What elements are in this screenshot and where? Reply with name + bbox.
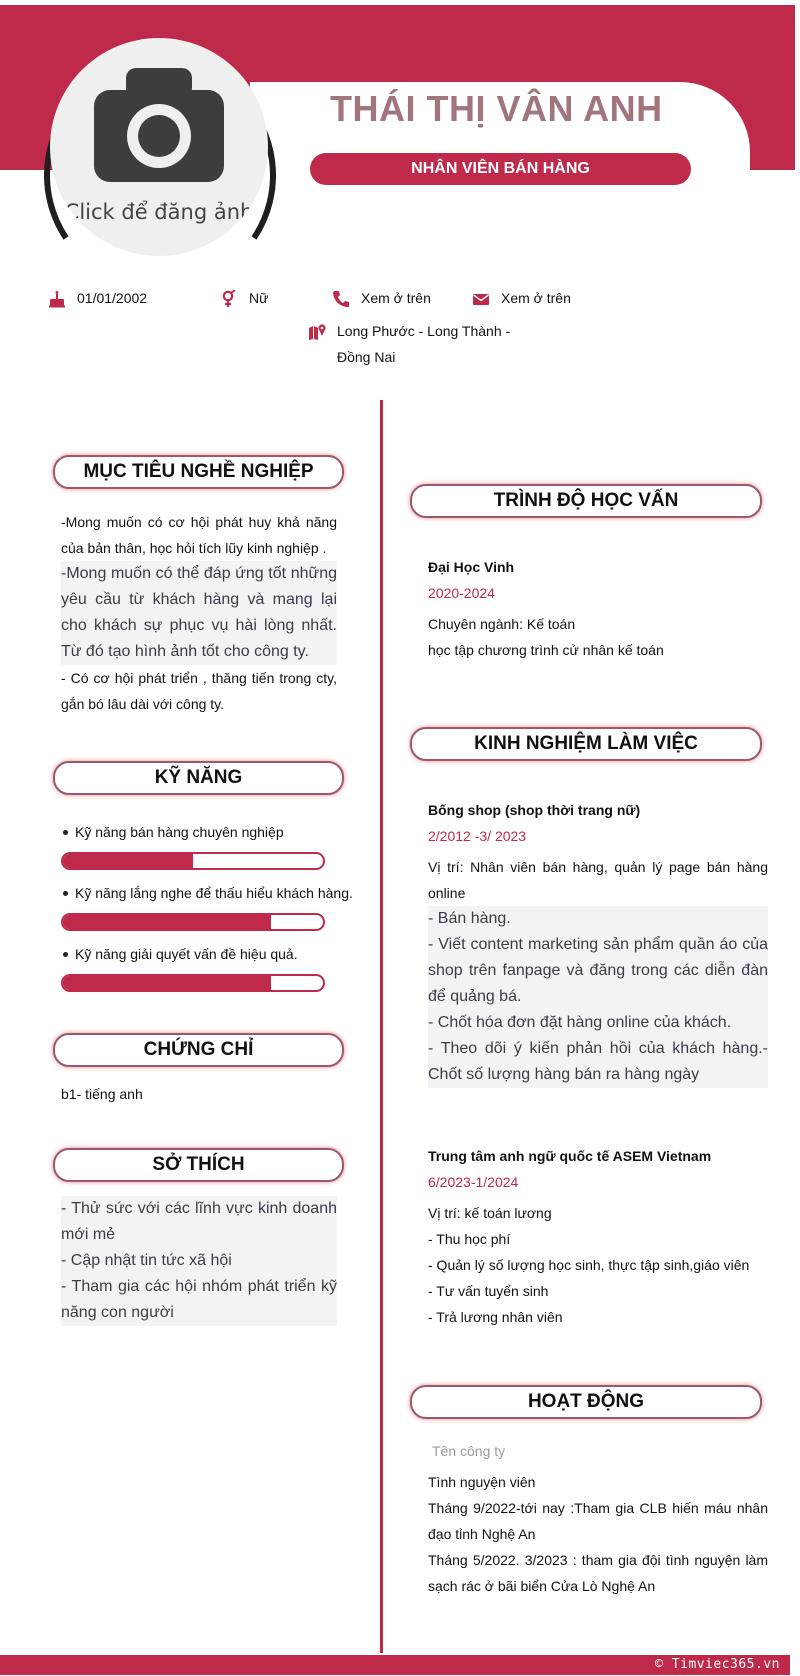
skill-level-fill bbox=[63, 915, 271, 929]
hobbies-heading: SỞ THÍCH bbox=[53, 1148, 344, 1182]
skill-item: Kỹ năng lắng nghe để thấu hiểu khách hàng. bbox=[63, 885, 353, 901]
company-name: Bống shop (shop thời trang nữ) bbox=[428, 802, 641, 818]
candidate-name: THÁI THỊ VÂN ANH bbox=[330, 88, 663, 129]
job-duty: - Viết content marketing sản phẩm quần áo của shop trên fanpage và đăng trong các diễn đàn để quảng bá. bbox=[428, 932, 768, 1010]
contact-birthday bbox=[48, 290, 147, 308]
certificate-item: b1- tiếng anh bbox=[61, 1086, 143, 1102]
email-icon bbox=[472, 290, 490, 308]
avatar[interactable] bbox=[50, 38, 268, 256]
job-role: Vị trí: Nhân viên bán hàng, quản lý page bán hàng online bbox=[428, 859, 768, 901]
job-duty: - Tư vấn tuyển sinh bbox=[428, 1283, 549, 1299]
avatar-upload-label[interactable]: Click để đăng ảnh bbox=[64, 200, 254, 224]
skill-level-bar bbox=[61, 974, 325, 992]
activity-company-placeholder[interactable]: Tên công ty bbox=[432, 1443, 506, 1459]
skill-item: Kỹ năng giải quyết vấn đề hiệu quả. bbox=[63, 946, 298, 962]
experience-entry bbox=[428, 797, 768, 1088]
gender-icon bbox=[220, 290, 238, 308]
skills-heading: KỸ NĂNG bbox=[53, 761, 344, 795]
job-duty: - Chốt hóa đơn đặt hàng online của khách. bbox=[428, 1010, 768, 1036]
job-duty: - Theo dõi ý kiến phản hồi của khách hàng.- Chốt số lượng hàng bán ra hàng ngày bbox=[428, 1036, 768, 1088]
skill-item: Kỹ năng bán hàng chuyên nghiệp bbox=[63, 824, 284, 840]
education-heading: TRÌNH ĐỘ HỌC VẤN bbox=[410, 484, 762, 518]
footer-bar bbox=[0, 1655, 790, 1675]
gender-value: Nữ bbox=[249, 290, 269, 306]
job-date: 6/2023-1/2024 bbox=[428, 1174, 519, 1190]
activity-role: Tình nguyện viên bbox=[428, 1474, 536, 1490]
job-duty: - Trả lương nhân viên bbox=[428, 1309, 563, 1325]
career-goal-p1: -Mong muốn có cơ hội phát huy khả năng của bản thân, học hỏi tích lũy kinh nghiệp . bbox=[61, 514, 337, 556]
career-goal-p3: - Có cơ hội phát triển , thăng tiến trong cty, gắn bó lâu dài với công ty. bbox=[61, 670, 337, 712]
avatar-upload[interactable] bbox=[38, 26, 282, 270]
contact-phone bbox=[332, 290, 431, 308]
skill-level-bar bbox=[61, 913, 325, 931]
phone-icon bbox=[332, 290, 350, 308]
job-role: Vị trí: kế toán lương bbox=[428, 1205, 552, 1221]
hobby-item: - Thử sức với các lĩnh vực kinh doanh mới mẻ bbox=[61, 1196, 337, 1248]
job-title: NHÂN VIÊN BÁN HÀNG bbox=[310, 153, 691, 185]
job-duty: - Bán hàng. bbox=[428, 906, 768, 932]
footer-watermark: © Timviec365.vn bbox=[655, 1657, 780, 1672]
activity-item: Tháng 9/2022-tới nay :Tham gia CLB hiến máu nhân đạo tỉnh Nghệ An bbox=[428, 1500, 768, 1542]
column-divider bbox=[380, 400, 383, 1653]
job-duty: - Thu học phí bbox=[428, 1231, 511, 1247]
activities-heading: HOẠT ĐỘNG bbox=[410, 1385, 762, 1419]
hobbies-text bbox=[61, 1196, 337, 1326]
job-date: 2/2012 -3/ 2023 bbox=[428, 828, 527, 844]
phone-value: Xem ở trên bbox=[361, 290, 431, 306]
job-duty: - Quản lý số lượng học sinh, thực tập sinh,giáo viên bbox=[428, 1257, 750, 1273]
activities-entry bbox=[428, 1438, 768, 1599]
career-goal-p2: -Mong muốn có thể đáp ứng tốt những yêu cầu từ khách hàng và mang lại cho khách sự phục vụ hài lòng nhất. Từ đó tạo hình ảnh tốt cho công ty. bbox=[61, 561, 337, 665]
birthday-value: 01/01/2002 bbox=[77, 290, 148, 306]
contact-gender bbox=[220, 290, 268, 308]
experience-entry bbox=[428, 1143, 768, 1330]
education-date: 2020-2024 bbox=[428, 585, 495, 601]
hobby-item: - Tham gia các hội nhóm phát triển kỹ năng con người bbox=[61, 1274, 337, 1326]
skill-level-bar bbox=[61, 852, 325, 870]
certificates-heading: CHỨNG CHỈ bbox=[53, 1033, 344, 1067]
map-pin-icon bbox=[308, 323, 326, 341]
education-major: Chuyên ngành: Kế toán bbox=[428, 616, 576, 632]
education-desc: học tập chương trình cử nhân kế toán bbox=[428, 642, 664, 658]
skill-level-fill bbox=[63, 854, 193, 868]
address-value: Long Phước - Long Thành - Đồng Nai bbox=[337, 323, 511, 365]
school-name: Đại Học Vinh bbox=[428, 559, 515, 575]
career-goal-heading: MỤC TIÊU NGHỀ NGHIỆP bbox=[53, 455, 344, 489]
experience-heading: KINH NGHIỆM LÀM VIỆC bbox=[410, 727, 762, 761]
contact-email bbox=[472, 290, 571, 308]
company-name: Trung tâm anh ngữ quốc tế ASEM Vietnam bbox=[428, 1148, 712, 1164]
contact-address bbox=[308, 323, 542, 370]
career-goal-text bbox=[61, 509, 337, 717]
hobby-item: - Cập nhật tin tức xã hội bbox=[61, 1248, 337, 1274]
skill-level-fill bbox=[63, 976, 271, 990]
activity-item: Tháng 5/2022. 3/2023 : tham gia đội tình nguyện làm sạch rác ở bãi biển Cửa Lò Nghệ An bbox=[428, 1552, 768, 1594]
education-entry bbox=[428, 554, 768, 663]
email-value: Xem ở trên bbox=[501, 290, 571, 306]
cake-icon bbox=[48, 290, 66, 308]
